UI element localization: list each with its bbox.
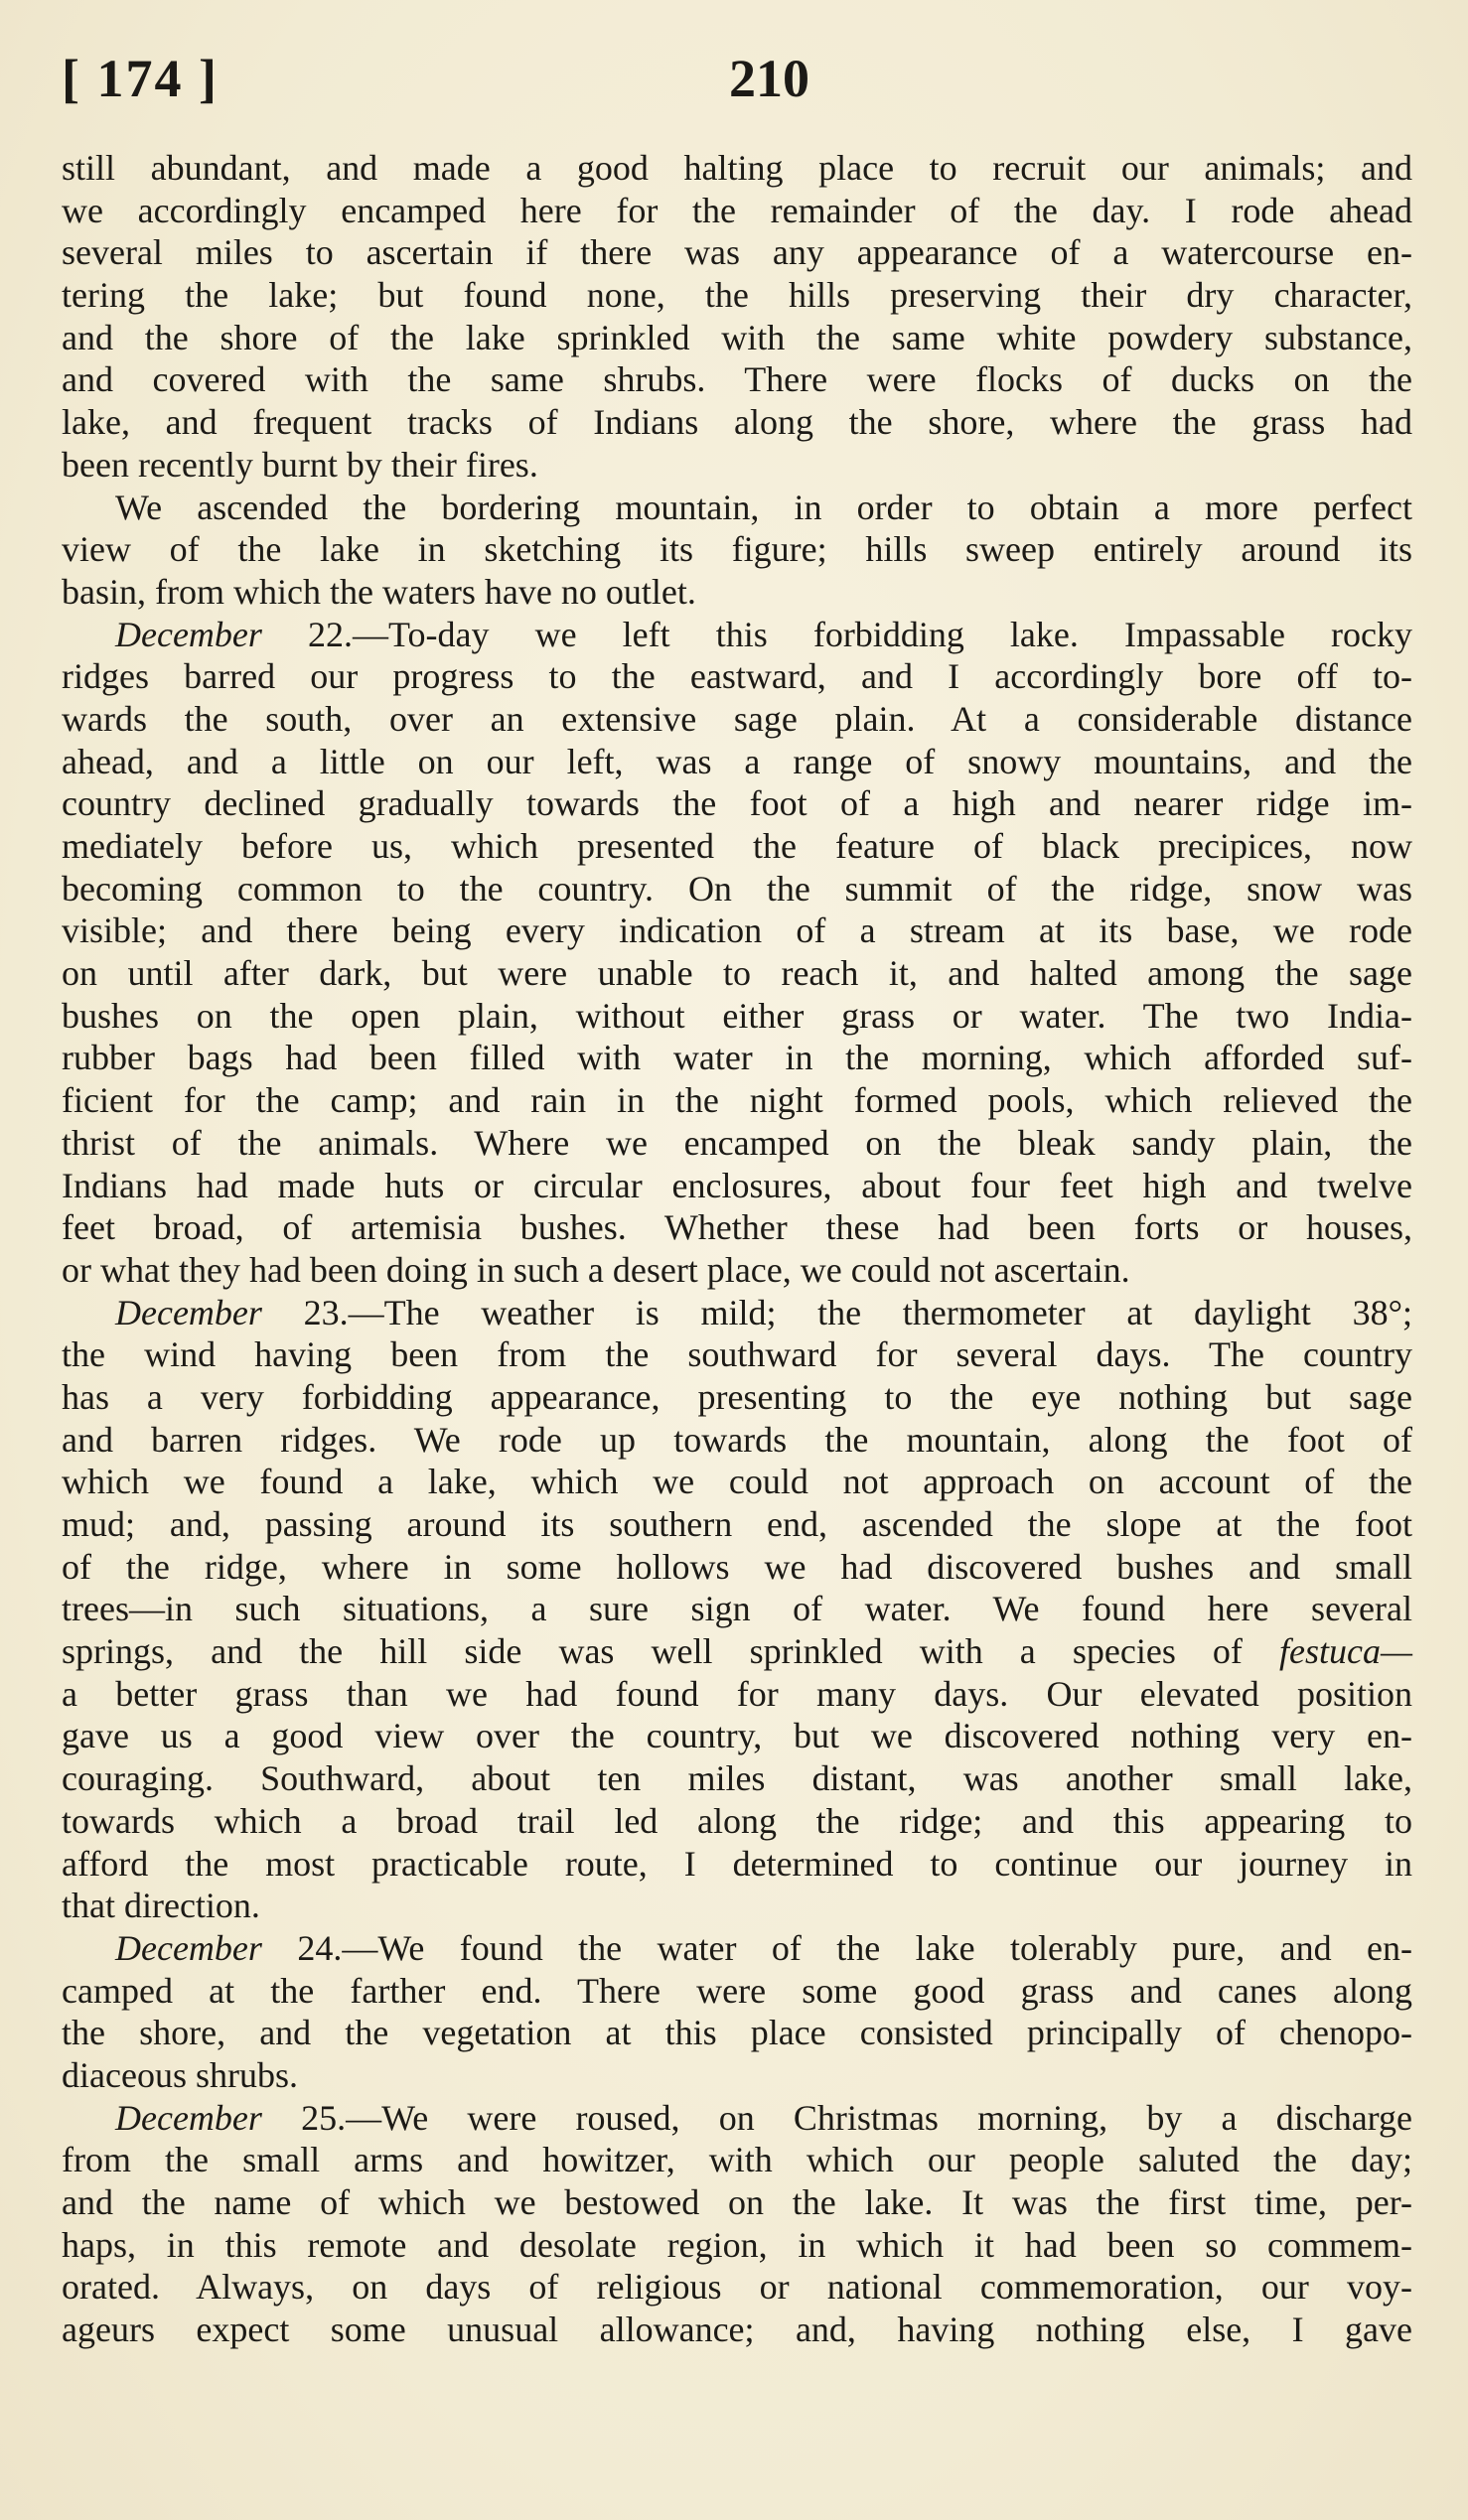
text-line [62, 1843, 1412, 1886]
line-text: several miles to ascertain if there was any appearance of a watercourse en- [62, 232, 1412, 273]
text-line [62, 487, 1412, 529]
line-text: gave us a good view over the country, but we discovered nothing very en- [62, 1716, 1412, 1756]
italic-term: festuca— [1279, 1631, 1412, 1672]
body-text [62, 147, 1412, 2351]
text-line [62, 2139, 1412, 2181]
text-line [62, 1037, 1412, 1079]
line-text: on until after dark, but were unable to reach it, and halted among the sage [62, 953, 1412, 994]
text-line [62, 1419, 1412, 1462]
text-line [62, 655, 1412, 698]
line-text: haps, in this remote and desolate region, in which it had been so commem- [62, 2224, 1412, 2265]
text-line [62, 1165, 1412, 1207]
line-text: We ascended the bordering mountain, in order to obtain a more perfect [115, 487, 1412, 527]
line-text: which we found a lake, which we could not approach on account of the [62, 1462, 1412, 1502]
text-line [62, 2266, 1412, 2309]
text-line [62, 1970, 1412, 2013]
page-header [62, 48, 1412, 117]
text-line [62, 147, 1412, 190]
text-line [62, 825, 1412, 868]
text-line [62, 2224, 1412, 2267]
text-line [62, 1715, 1412, 1757]
line-text: 25.—We were roused, on Christmas morning, by a discharge [261, 2097, 1412, 2138]
text-line [62, 782, 1412, 825]
line-text: the wind having been from the southward for several days. The country [62, 1334, 1412, 1375]
line-text: feet broad, of artemisia bushes. Whether these had been forts or houses, [62, 1207, 1412, 1248]
line-text: trees—in such situations, a sure sign of water. We found here several [62, 1589, 1412, 1629]
bracketed-page-number: [ 174 ] [62, 49, 219, 108]
line-text: wards the south, over an extensive sage plain. At a considerable distance [62, 698, 1412, 739]
text-line [62, 358, 1412, 401]
text-line [62, 1461, 1412, 1503]
line-text: from the small arms and howitzer, with which our people saluted the day; [62, 2140, 1412, 2180]
line-text: 22.—To-day we left this forbidding lake. Impassable rocky [261, 614, 1412, 654]
line-text: ageurs expect some unusual allowance; and, having nothing else, I gave [62, 2310, 1412, 2350]
text-line [62, 1630, 1412, 1673]
text-line [62, 2309, 1412, 2351]
line-text: and the shore of the lake sprinkled with the same white powdery substance, [62, 317, 1412, 357]
line-text: view of the lake in sketching its figure; hills sweep entirely around its [62, 529, 1412, 570]
line-text: basin, from which the waters have no outlet. [62, 571, 696, 612]
entry-date-label: December [115, 1292, 262, 1332]
line-text: orated. Always, on days of religious or national commemoration, our voy- [62, 2267, 1412, 2308]
line-text: couraging. Southward, about ten miles distant, was another small lake, [62, 1758, 1412, 1799]
line-text: and the name of which we bestowed on the lake. It was the first time, per- [62, 2182, 1412, 2222]
line-text: mediately before us, which presented the feature of black precipices, now [62, 826, 1412, 866]
line-text: and covered with the same shrubs. There were flocks of ducks on the [62, 359, 1412, 400]
line-text: lake, and frequent tracks of Indians along the shore, where the grass had [62, 402, 1412, 443]
text-line [62, 317, 1412, 359]
text-line [62, 2097, 1412, 2140]
line-text: springs, and the hill side was well sprinkled with a species of [62, 1631, 1280, 1672]
line-text: bushes on the open plain, without either grass or water. The two India- [62, 995, 1412, 1036]
line-text: towards which a broad trail led along the ridge; and this appearing to [62, 1800, 1412, 1841]
text-line [62, 1757, 1412, 1800]
line-text: a better grass than we had found for many days. Our elevated position [62, 1673, 1412, 1714]
text-line [62, 1206, 1412, 1249]
line-text: afford the most practicable route, I determined to continue our journey in [62, 1843, 1412, 1884]
page-number: 210 [729, 49, 809, 108]
text-line [62, 741, 1412, 783]
line-text: tering the lake; but found none, the hills preserving their dry character, [62, 275, 1412, 316]
line-text: the shore, and the vegetation at this place consisted principally of chenopo- [62, 2013, 1412, 2053]
line-text: country declined gradually towards the foot of a high and nearer ridge im- [62, 783, 1412, 824]
entry-date-label: December [115, 2097, 262, 2138]
line-text: Indians had made huts or circular enclosures, about four feet high and twelve [62, 1165, 1412, 1205]
text-line [62, 2012, 1412, 2054]
text-line [62, 528, 1412, 571]
text-line [62, 614, 1412, 656]
text-line [62, 2181, 1412, 2224]
line-text: and barren ridges. We rode up towards the mountain, along the foot of [62, 1419, 1412, 1460]
line-text: still abundant, and made a good halting place to recruit our animals; and [62, 148, 1412, 188]
text-line [62, 1249, 1412, 1292]
text-line [62, 401, 1412, 444]
line-text: visible; and there being every indication of a stream at its base, we rode [62, 910, 1412, 951]
line-text: becoming common to the country. On the summit of the ridge, snow was [62, 868, 1412, 909]
line-text: diaceous shrubs. [62, 2054, 298, 2095]
line-text: we accordingly encamped here for the remainder of the day. I rode ahead [62, 190, 1412, 230]
text-line [62, 1122, 1412, 1165]
text-line [62, 1376, 1412, 1419]
text-line [62, 1588, 1412, 1630]
line-text: been recently burnt by their fires. [62, 444, 538, 485]
line-text: rubber bags had been filled with water in the morning, which afforded suf- [62, 1038, 1412, 1078]
line-text: or what they had been doing in such a desert place, we could not ascertain. [62, 1249, 1130, 1290]
line-text: ridges barred our progress to the eastward, and I accordingly bore off to- [62, 656, 1412, 697]
line-text: has a very forbidding appearance, presenting to the eye nothing but sage [62, 1376, 1412, 1417]
text-line [62, 1800, 1412, 1843]
text-line [62, 1503, 1412, 1546]
line-text: ficient for the camp; and rain in the night formed pools, which relieved the [62, 1080, 1412, 1121]
text-line [62, 1673, 1412, 1716]
text-line [62, 1079, 1412, 1122]
text-line [62, 190, 1412, 232]
text-line [62, 274, 1412, 317]
line-text: camped at the farther end. There were some good grass and canes along [62, 1970, 1412, 2011]
text-line [62, 1333, 1412, 1376]
text-line [62, 2054, 1412, 2097]
text-line [62, 231, 1412, 274]
text-line [62, 995, 1412, 1038]
text-line [62, 1546, 1412, 1589]
line-text: 24.—We found the water of the lake tolerably pure, and en- [261, 1927, 1412, 1968]
line-text: of the ridge, where in some hollows we had discovered bushes and small [62, 1546, 1412, 1587]
line-text: thrist of the animals. Where we encamped on the bleak sandy plain, the [62, 1122, 1412, 1163]
text-line [62, 1927, 1412, 1970]
text-line [62, 698, 1412, 741]
text-line [62, 444, 1412, 487]
text-line [62, 952, 1412, 995]
text-line [62, 910, 1412, 952]
text-line [62, 1885, 1412, 1927]
text-line [62, 868, 1412, 910]
entry-date-label: December [115, 1927, 262, 1968]
line-text: mud; and, passing around its southern end, ascended the slope at the foot [62, 1504, 1412, 1544]
line-text: ahead, and a little on our left, was a range of snowy mountains, and the [62, 741, 1412, 781]
entry-date-label: December [115, 614, 262, 654]
line-text: 23.—The weather is mild; the thermometer at daylight 38°; [261, 1292, 1412, 1332]
text-line [62, 571, 1412, 614]
line-text: that direction. [62, 1886, 260, 1926]
text-line [62, 1292, 1412, 1334]
